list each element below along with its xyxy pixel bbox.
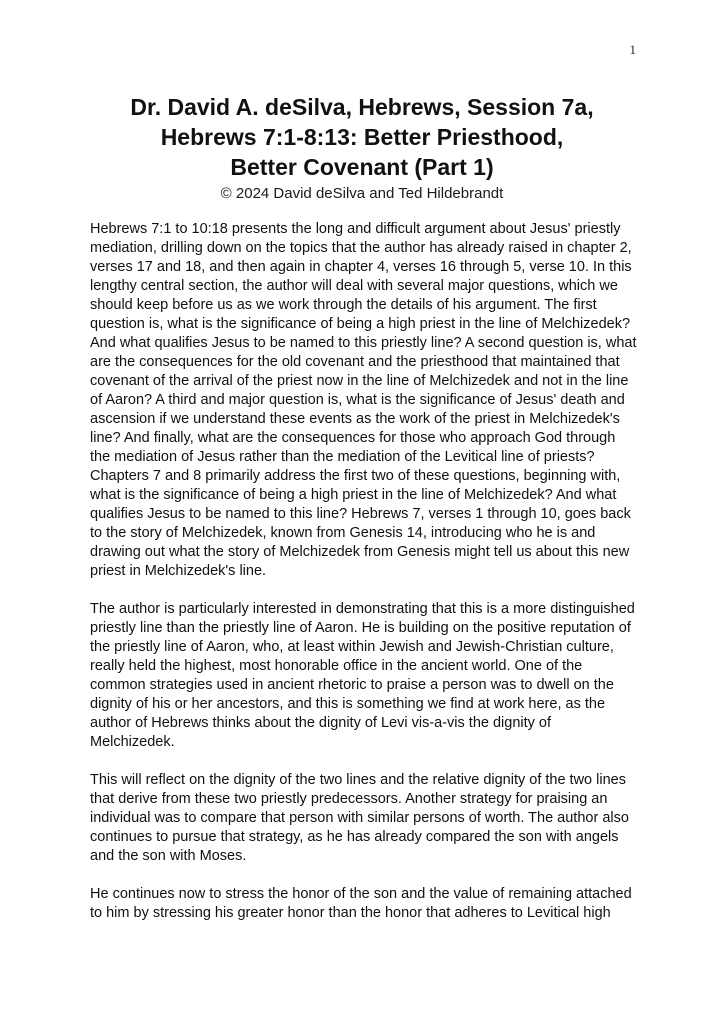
- copyright-notice: © 2024 David deSilva and Ted Hildebrandt: [220, 185, 504, 202]
- page-number: 1: [629, 42, 636, 57]
- paragraph-4: He continues now to stress the honor of the son and the value of remaining attached to him by stressing his greater honor than the honor that adheres to Levitical high: [90, 886, 632, 921]
- title-block: [60, 92, 664, 204]
- document-title-line-3: Better Covenant (Part 1): [230, 154, 494, 180]
- paragraph-1: Hebrews 7:1 to 10:18 presents the long and difficult argument about Jesus' priestly mediation, drilling down on the topics that the author has already raised in chapter 2, verses 17 and 18, and then again in chapter 4, verses 16 through 5, verse 10. In this lengthy central section, the author will deal with several major questions, which we should keep before us as we work through the details of his argument. The first question is, what is the significance of being a high priest in the line of Melchizedek? And what qualifies Jesus to be named to this priestly line? A second question is, what are the consequences for the old covenant and the priesthood that maintained that covenant of the arrival of the priest now in the line of Melchizedek and not in the line of Aaron? A third and major question is, what is the significance of Jesus' death and ascension if we understand these events as the work of the priest in Melchizedek's line? And finally, what are the consequences for those who approach God through the mediation of Jesus rather than the mediation of the Levitical line of priests? Chapters 7 and 8 primarily address the first two of these questions, beginning with, what is the significance of being a high priest in the line of Melchizedek? And what qualifies Jesus to be named to this line? Hebrews 7, verses 1 through 10, goes back to the story of Melchizedek, known from Genesis 14, introducing who he is and drawing out what the story of Melchizedek from Genesis might tell us about this new priest in Melchizedek's line.: [90, 221, 637, 579]
- document-title-line-2: Hebrews 7:1-8:13: Better Priesthood,: [160, 124, 564, 150]
- paragraph-2: The author is particularly interested in demonstrating that this is a more distinguished priestly line than the priestly line of Aaron. He is building on the positive reputation of the priestly line of Aaron, who, at least within Jewish and Jewish-Christian culture, really held the highest, most honorable office in the ancient world. One of the common strategies used in ancient rhetoric to praise a person was to dwell on the dignity of his or her ancestors, and this is something we find at work here, as the author of Hebrews thinks about the dignity of Levi vis-a-vis the dignity of Melchizedek.: [90, 601, 635, 750]
- paragraph-3: This will reflect on the dignity of the two lines and the relative dignity of the two lines that derive from these two priestly predecessors. Another strategy for praising an individual was to compare that person with similar persons of worth. The author also continues to pursue that strategy, as he has already compared the son with angels and the son with Moses.: [90, 772, 629, 864]
- body-text: [90, 220, 638, 942]
- document-title-line-1: Dr. David A. deSilva, Hebrews, Session 7a,: [130, 94, 594, 120]
